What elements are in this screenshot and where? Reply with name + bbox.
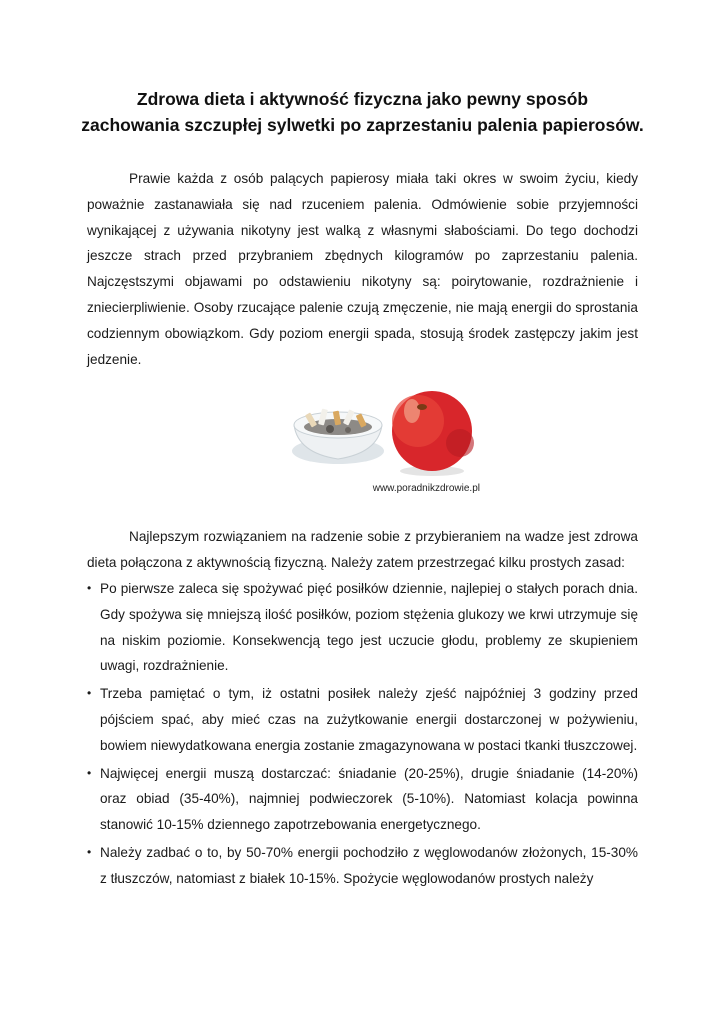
intro-paragraph: Prawie każda z osób palących papierosy miała taki okres w swoim życiu, kiedy poważnie zastanawiała się nad rzuceniem palenia. Odmówienie sobie przyjemności wynikającej z używania nikotyny jest walką z własnymi słabościami. Do tego dochodzi jeszcze strach przed przybraniem zbędnych kilogramów po zaprzestaniu palenia. Najczęstszymi objawami po odstawieniu nikotyny są: poirytowanie, rozdrażnienie i zniecierpliwienie. Osoby rzucające palenie czują zmęczenie, nie mają energii do sprostania codziennym obowiązkom. Gdy poziom energii spada, stosują środek zastępczy jakim jest jedzenie. bbox=[87, 171, 638, 367]
list-item-text: Po pierwsze zaleca się spożywać pięć posiłków dziennie, najlepiej o stałych porach dnia. Gdy spożywa się mniejszą ilość posiłków, poziom stężenia glukozy we krwi utrzymuje się na niskim poziomie. Konsekwencją tego jest uczucie głodu, problemy ze skupieniem uwagi, rozdrażnienie. bbox=[100, 581, 638, 674]
bullet-icon: • bbox=[87, 765, 92, 780]
list-item bbox=[87, 576, 638, 679]
bullet-icon: • bbox=[87, 844, 92, 859]
image-caption: www.poradnikzdrowie.pl bbox=[372, 483, 480, 494]
document-title bbox=[70, 86, 655, 138]
list-item bbox=[87, 840, 638, 892]
bullet-icon: • bbox=[87, 581, 92, 595]
list-item-text: Najwięcej energii muszą dostarczać: śniadanie (20-25%), drugie śniadanie (14-20%) oraz obiad (35-40%), najmniej podwieczorek (5-10%). Natomiast kolacja powinna stanowić 10-15% dziennego zapotrzebowania energetycznego. bbox=[100, 765, 638, 833]
title-line-2: zachowania szczupłej sylwetki po zaprzestaniu palenia papierosów. bbox=[81, 115, 644, 135]
rules-list bbox=[87, 576, 638, 894]
bullet-icon: • bbox=[87, 686, 92, 701]
title-line-1: Zdrowa dieta i aktywność fizyczna jako pewny sposób bbox=[136, 89, 589, 109]
ashtray-apple-illustration bbox=[290, 373, 480, 477]
list-item-text: Należy zadbać o to, by 50-70% energii pochodziło z węglowodanów złożonych, 15-30% z tłuszczów, natomiast z białek 10-15%. Spożycie węglowodanów prostych należy bbox=[100, 844, 638, 886]
ashtray-and-apple-image bbox=[290, 373, 480, 477]
list-item bbox=[87, 761, 638, 838]
list-item-text: Trzeba pamiętać o tym, iż ostatni posiłek należy zjeść najpóźniej 3 godziny przed pójściem spać, aby mieć czas na zużytkowanie energii dostarczonej w pożywieniu, bowiem niewydatkowana energia zostanie zmagazynowana w postaci tkanki tłuszczowej. bbox=[100, 686, 638, 753]
list-item bbox=[87, 681, 638, 758]
rules-intro-paragraph: Najlepszym rozwiązaniem na radzenie sobie z przybieraniem na wadze jest zdrowa dieta połączona z aktywnością fizyczną. Należy zatem przestrzegać kilku prostych zasad: bbox=[87, 529, 638, 570]
